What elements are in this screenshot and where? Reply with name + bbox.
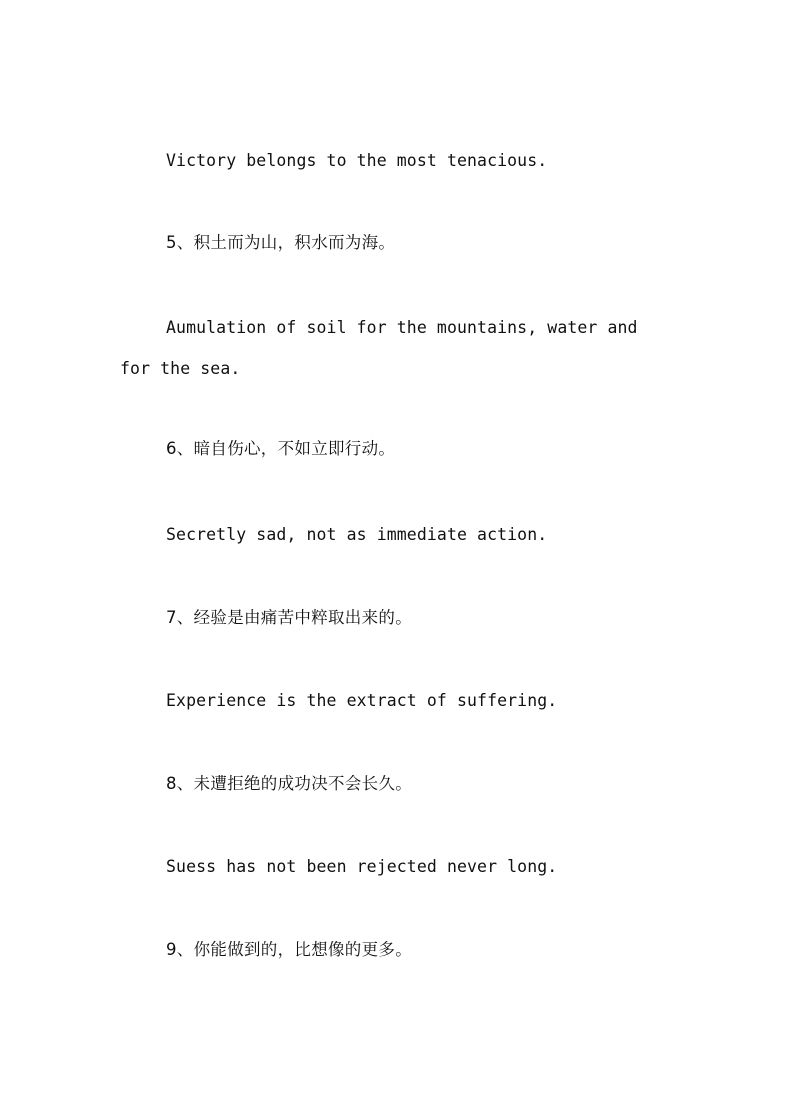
paragraph-english-victory: Victory belongs to the most tenacious. [166, 151, 548, 170]
paragraph-chinese-item-9: 9、你能做到的，比想像的更多。 [166, 940, 412, 959]
paragraph-english-success: Suess has not been rejected never long. [166, 857, 558, 876]
paragraph-english-accumulation: Aumulation of soil for the mountains, water and for the sea. [120, 318, 638, 378]
paragraph-chinese-item-5: 5、积土而为山，积水而为海。 [166, 233, 396, 252]
paragraph-chinese-item-8: 8、未遭拒绝的成功决不会长久。 [166, 774, 412, 793]
paragraph-chinese-item-6: 6、暗自伤心，不如立即行动。 [166, 439, 396, 458]
paragraph-english-experience: Experience is the extract of suffering. [166, 691, 558, 710]
paragraph-english-secretly-sad: Secretly sad, not as immediate action. [166, 525, 548, 544]
paragraph-chinese-item-7: 7、经验是由痛苦中粹取出来的。 [166, 608, 412, 627]
